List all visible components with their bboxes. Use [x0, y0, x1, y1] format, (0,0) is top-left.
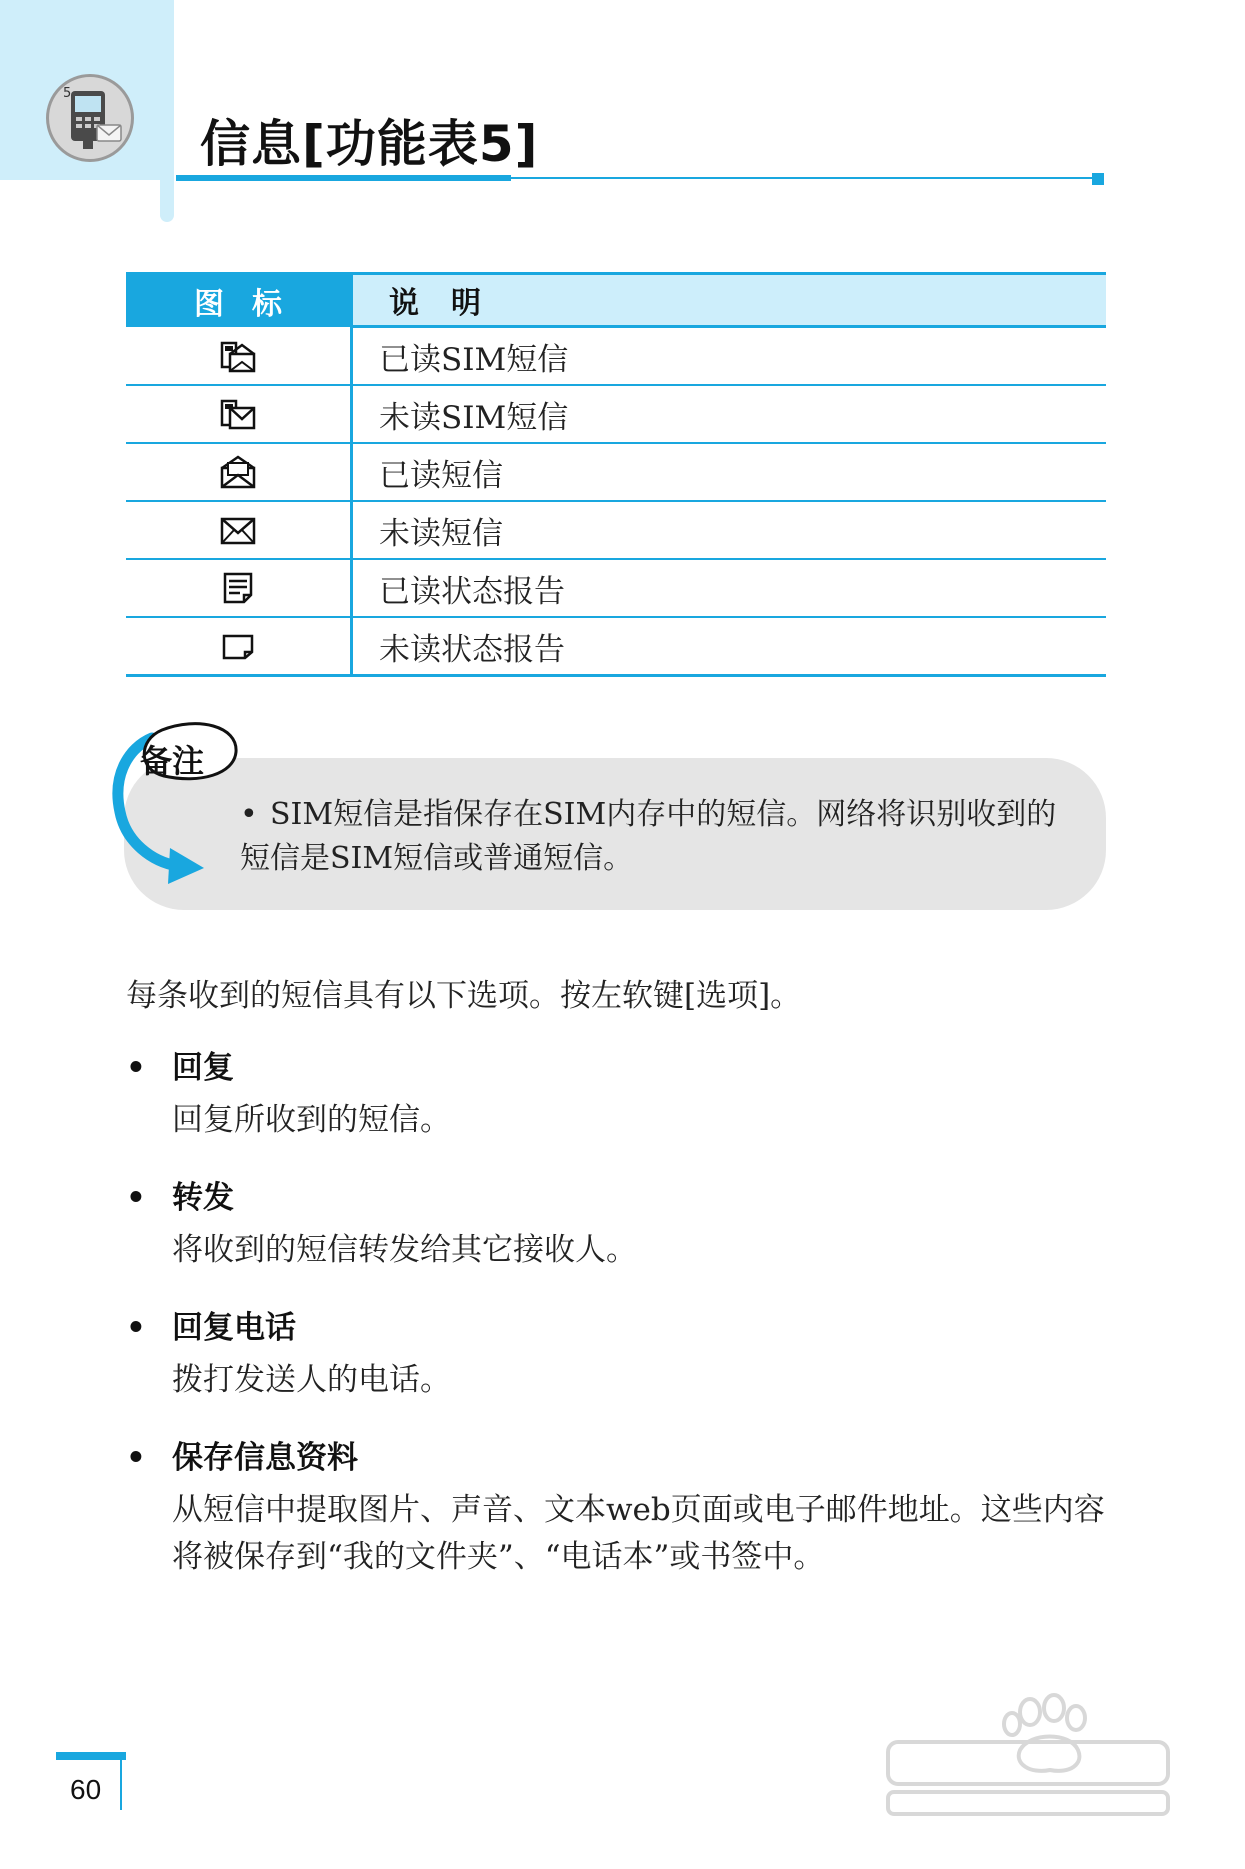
sim-unread-message-icon [218, 395, 258, 433]
option-description: 从短信中提取图片、声音、文本web页面或电子邮件地址。这些内容将被保存到“我的文件夹”、“电话本”或书签中。 [172, 1492, 1105, 1575]
option-title: 保存信息资料 [172, 1440, 358, 1476]
page-number: 60 [70, 1774, 102, 1805]
option-title: 转发 [172, 1180, 234, 1216]
option-item [126, 1302, 1116, 1404]
table-row [126, 443, 1106, 501]
svg-text:5: 5 [63, 86, 72, 101]
mobile-phone-chapter-icon [46, 74, 134, 162]
table-cell-description: 已读短信 [352, 443, 1107, 501]
table-cell-description: 未读状态报告 [352, 617, 1107, 676]
title-underline [176, 175, 511, 181]
read-message-icon [218, 453, 258, 491]
read-status-report-icon [218, 569, 258, 607]
bullet-icon: • [240, 797, 258, 832]
option-description: 回复所收到的短信。 [172, 1102, 451, 1138]
message-icon-table [126, 272, 1106, 677]
unread-status-report-icon [218, 627, 258, 665]
option-item [126, 1172, 1116, 1274]
title-underline-thin [511, 177, 1094, 179]
table-header-description: 说明 [352, 274, 1107, 327]
option-title: 回复电话 [172, 1310, 296, 1346]
bullet-icon: • [126, 1050, 146, 1086]
note-text: • SIM短信是指保存在SIM内存中的短信。网络将识别收到的短信是SIM短信或普通短信。 [240, 793, 1070, 881]
table-row [126, 327, 1106, 386]
note-tag: 备注 [140, 742, 205, 780]
table-header-icon: 图标 [126, 274, 352, 327]
page-number-rule [120, 1760, 122, 1810]
table-cell-description: 已读SIM短信 [352, 327, 1107, 386]
table-cell-description: 已读状态报告 [352, 559, 1107, 617]
option-description: 拨打发送人的电话。 [172, 1362, 451, 1398]
baidu-jingyan-watermark [880, 1690, 1180, 1820]
bullet-icon: • [126, 1180, 146, 1216]
table-row [126, 617, 1106, 676]
table-cell-description: 未读短信 [352, 501, 1107, 559]
page-title: 信息[功能表5] [200, 115, 539, 173]
bullet-icon: • [126, 1310, 146, 1346]
option-description: 将收到的短信转发给其它接收人。 [172, 1232, 637, 1268]
page-number-bar [56, 1752, 126, 1760]
option-title: 回复 [172, 1050, 234, 1086]
table-row [126, 559, 1106, 617]
table-row [126, 385, 1106, 443]
title-underline-end [1092, 173, 1104, 185]
table-row [126, 501, 1106, 559]
intro-text: 每条收到的短信具有以下选项。按左软键[选项]。 [126, 978, 802, 1014]
table-header-row [126, 274, 1106, 327]
bullet-icon: • [126, 1440, 146, 1476]
header-corner-bar [160, 0, 174, 222]
option-item [126, 1042, 1116, 1144]
unread-message-icon [218, 511, 258, 549]
option-item [126, 1432, 1116, 1581]
table-cell-description: 未读SIM短信 [352, 385, 1107, 443]
sim-read-message-icon [218, 337, 258, 375]
